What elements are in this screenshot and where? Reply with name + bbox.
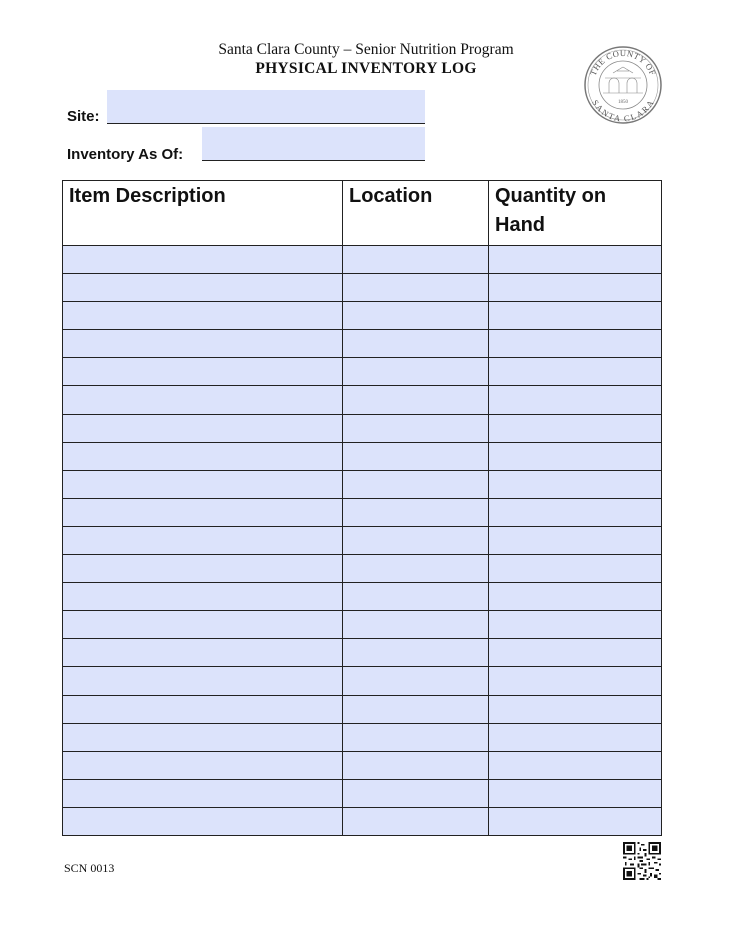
table-row bbox=[63, 274, 662, 302]
location-input[interactable] bbox=[343, 386, 488, 413]
location-input[interactable] bbox=[343, 527, 488, 554]
column-header-item-description: Item Description bbox=[63, 181, 343, 246]
cell-location bbox=[343, 639, 489, 667]
item-description-input[interactable] bbox=[63, 471, 342, 498]
cell-location bbox=[343, 611, 489, 639]
quantity-on-hand-input[interactable] bbox=[489, 386, 661, 413]
inventory-as-of-label: Inventory As Of: bbox=[67, 146, 184, 163]
cell-quantity-on-hand bbox=[489, 470, 662, 498]
site-label: Site: bbox=[67, 108, 100, 125]
cell-location bbox=[343, 330, 489, 358]
cell-location bbox=[343, 667, 489, 695]
location-input[interactable] bbox=[343, 752, 488, 779]
table-row bbox=[63, 442, 662, 470]
table-row bbox=[63, 667, 662, 695]
cell-quantity-on-hand bbox=[489, 498, 662, 526]
quantity-on-hand-input[interactable] bbox=[489, 415, 661, 442]
table-row bbox=[63, 498, 662, 526]
svg-text:THE COUNTY OF bbox=[588, 48, 658, 77]
table-row bbox=[63, 358, 662, 386]
column-header-location: Location bbox=[343, 181, 489, 246]
cell-quantity-on-hand bbox=[489, 583, 662, 611]
inventory-as-of-input[interactable] bbox=[202, 127, 425, 161]
quantity-on-hand-input[interactable] bbox=[489, 471, 661, 498]
cell-location bbox=[343, 695, 489, 723]
quantity-on-hand-input[interactable] bbox=[489, 808, 661, 835]
item-description-input[interactable] bbox=[63, 330, 342, 357]
item-description-input[interactable] bbox=[63, 808, 342, 835]
cell-location bbox=[343, 526, 489, 554]
form-code: SCN 0013 bbox=[64, 861, 115, 875]
cell-location bbox=[343, 414, 489, 442]
quantity-on-hand-input[interactable] bbox=[489, 667, 661, 694]
quantity-on-hand-input[interactable] bbox=[489, 358, 661, 385]
cell-location bbox=[343, 442, 489, 470]
cell-item-description bbox=[63, 667, 343, 695]
cell-quantity-on-hand bbox=[489, 723, 662, 751]
org-line: Santa Clara County – Senior Nutrition Program bbox=[218, 41, 514, 58]
cell-quantity-on-hand bbox=[489, 302, 662, 330]
quantity-on-hand-input[interactable] bbox=[489, 611, 661, 638]
item-description-input[interactable] bbox=[63, 386, 342, 413]
inventory-table bbox=[62, 180, 662, 836]
location-input[interactable] bbox=[343, 274, 488, 301]
cell-item-description bbox=[63, 723, 343, 751]
cell-location bbox=[343, 779, 489, 807]
table-body bbox=[63, 246, 662, 836]
cell-item-description bbox=[63, 807, 343, 835]
cell-item-description bbox=[63, 751, 343, 779]
cell-location bbox=[343, 386, 489, 414]
item-description-input[interactable] bbox=[63, 415, 342, 442]
cell-location bbox=[343, 751, 489, 779]
cell-item-description bbox=[63, 246, 343, 274]
cell-quantity-on-hand bbox=[489, 807, 662, 835]
quantity-on-hand-input[interactable] bbox=[489, 330, 661, 357]
cell-quantity-on-hand bbox=[489, 611, 662, 639]
qr-code-icon bbox=[623, 842, 661, 880]
quantity-on-hand-input[interactable] bbox=[489, 274, 661, 301]
item-description-input[interactable] bbox=[63, 639, 342, 666]
table-row bbox=[63, 414, 662, 442]
cell-quantity-on-hand bbox=[489, 414, 662, 442]
location-input[interactable] bbox=[343, 358, 488, 385]
quantity-on-hand-input[interactable] bbox=[489, 696, 661, 723]
cell-quantity-on-hand bbox=[489, 751, 662, 779]
column-header-quantity-on-hand: Quantity on Hand bbox=[489, 181, 662, 246]
location-input[interactable] bbox=[343, 780, 488, 807]
cell-location bbox=[343, 723, 489, 751]
cell-location bbox=[343, 470, 489, 498]
cell-item-description bbox=[63, 330, 343, 358]
cell-quantity-on-hand bbox=[489, 695, 662, 723]
location-input[interactable] bbox=[343, 246, 488, 273]
item-description-input[interactable] bbox=[63, 724, 342, 751]
table-row bbox=[63, 751, 662, 779]
cell-quantity-on-hand bbox=[489, 639, 662, 667]
cell-item-description bbox=[63, 274, 343, 302]
location-input[interactable] bbox=[343, 415, 488, 442]
table-row bbox=[63, 583, 662, 611]
cell-location bbox=[343, 807, 489, 835]
table-row bbox=[63, 611, 662, 639]
item-description-input[interactable] bbox=[63, 555, 342, 582]
item-description-input[interactable] bbox=[63, 246, 342, 273]
cell-location bbox=[343, 498, 489, 526]
item-description-input[interactable] bbox=[63, 667, 342, 694]
cell-item-description bbox=[63, 583, 343, 611]
cell-item-description bbox=[63, 358, 343, 386]
item-description-input[interactable] bbox=[63, 752, 342, 779]
table-row bbox=[63, 246, 662, 274]
item-description-input[interactable] bbox=[63, 611, 342, 638]
cell-quantity-on-hand bbox=[489, 246, 662, 274]
quantity-on-hand-input[interactable] bbox=[489, 527, 661, 554]
item-description-input[interactable] bbox=[63, 302, 342, 329]
document-title: PHYSICAL INVENTORY LOG bbox=[255, 60, 477, 77]
cell-item-description bbox=[63, 386, 343, 414]
quantity-on-hand-input[interactable] bbox=[489, 246, 661, 273]
cell-quantity-on-hand bbox=[489, 526, 662, 554]
item-description-input[interactable] bbox=[63, 274, 342, 301]
cell-item-description bbox=[63, 779, 343, 807]
cell-quantity-on-hand bbox=[489, 667, 662, 695]
location-input[interactable] bbox=[343, 471, 488, 498]
cell-location bbox=[343, 583, 489, 611]
location-input[interactable] bbox=[343, 555, 488, 582]
cell-item-description bbox=[63, 414, 343, 442]
location-input[interactable] bbox=[343, 499, 488, 526]
cell-quantity-on-hand bbox=[489, 330, 662, 358]
cell-location bbox=[343, 246, 489, 274]
location-input[interactable] bbox=[343, 330, 488, 357]
location-input[interactable] bbox=[343, 583, 488, 610]
quantity-on-hand-input[interactable] bbox=[489, 780, 661, 807]
location-input[interactable] bbox=[343, 302, 488, 329]
quantity-on-hand-input[interactable] bbox=[489, 302, 661, 329]
location-input[interactable] bbox=[343, 639, 488, 666]
table-row bbox=[63, 555, 662, 583]
location-input[interactable] bbox=[343, 724, 488, 751]
quantity-on-hand-input[interactable] bbox=[489, 443, 661, 470]
cell-quantity-on-hand bbox=[489, 779, 662, 807]
table-row bbox=[63, 639, 662, 667]
cell-location bbox=[343, 358, 489, 386]
cell-item-description bbox=[63, 555, 343, 583]
seal-text-bottom: SANTA CLARA bbox=[590, 97, 656, 124]
cell-quantity-on-hand bbox=[489, 274, 662, 302]
location-input[interactable] bbox=[343, 808, 488, 835]
cell-quantity-on-hand bbox=[489, 386, 662, 414]
cell-quantity-on-hand bbox=[489, 358, 662, 386]
table-row bbox=[63, 526, 662, 554]
table-row bbox=[63, 470, 662, 498]
quantity-on-hand-input[interactable] bbox=[489, 499, 661, 526]
item-description-input[interactable] bbox=[63, 583, 342, 610]
table-row bbox=[63, 807, 662, 835]
quantity-on-hand-input[interactable] bbox=[489, 639, 661, 666]
item-description-input[interactable] bbox=[63, 527, 342, 554]
item-description-input[interactable] bbox=[63, 780, 342, 807]
county-seal-icon bbox=[583, 45, 663, 125]
cell-item-description bbox=[63, 526, 343, 554]
item-description-input[interactable] bbox=[63, 696, 342, 723]
table-row bbox=[63, 779, 662, 807]
quantity-on-hand-input[interactable] bbox=[489, 724, 661, 751]
site-input[interactable] bbox=[107, 90, 425, 124]
table-row bbox=[63, 302, 662, 330]
table-row bbox=[63, 723, 662, 751]
location-input[interactable] bbox=[343, 611, 488, 638]
location-input[interactable] bbox=[343, 696, 488, 723]
table-row bbox=[63, 330, 662, 358]
location-input[interactable] bbox=[343, 443, 488, 470]
cell-item-description bbox=[63, 470, 343, 498]
location-input[interactable] bbox=[343, 667, 488, 694]
quantity-on-hand-input[interactable] bbox=[489, 555, 661, 582]
cell-item-description bbox=[63, 302, 343, 330]
cell-location bbox=[343, 274, 489, 302]
cell-item-description bbox=[63, 498, 343, 526]
quantity-on-hand-input[interactable] bbox=[489, 583, 661, 610]
cell-item-description bbox=[63, 611, 343, 639]
cell-quantity-on-hand bbox=[489, 442, 662, 470]
table-row bbox=[63, 386, 662, 414]
item-description-input[interactable] bbox=[63, 443, 342, 470]
cell-location bbox=[343, 555, 489, 583]
cell-item-description bbox=[63, 695, 343, 723]
cell-location bbox=[343, 302, 489, 330]
table-header-row bbox=[63, 181, 662, 246]
seal-year: 1850 bbox=[618, 100, 628, 105]
item-description-input[interactable] bbox=[63, 499, 342, 526]
seal-text-top: THE COUNTY OF bbox=[587, 47, 659, 78]
item-description-input[interactable] bbox=[63, 358, 342, 385]
quantity-on-hand-input[interactable] bbox=[489, 752, 661, 779]
cell-quantity-on-hand bbox=[489, 555, 662, 583]
cell-item-description bbox=[63, 639, 343, 667]
cell-item-description bbox=[63, 442, 343, 470]
table-row bbox=[63, 695, 662, 723]
